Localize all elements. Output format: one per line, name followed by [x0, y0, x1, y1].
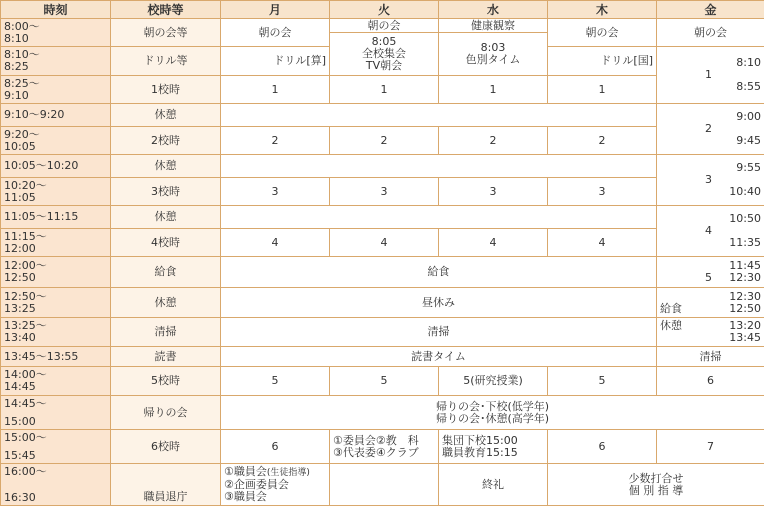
- wed-cell: 集団下校15:00 職員教育15:15: [439, 430, 548, 464]
- fri-cell: 11:45 5 12:30: [657, 257, 764, 288]
- thu-cell: 6: [548, 430, 657, 464]
- header-row: [1, 1, 764, 19]
- time-cell: 11:05～11:15: [1, 206, 111, 229]
- header-category: 校時等: [111, 1, 221, 19]
- wed-cell: 1: [439, 76, 548, 104]
- time-cell: 8:00～ 8:10: [1, 19, 111, 47]
- homeroom-cell: 帰りの会･下校(低学年) 帰りの会･休憩(高学年): [221, 396, 764, 430]
- mon-cell: 1: [221, 76, 330, 104]
- cleaning-cell: 清掃: [221, 318, 657, 347]
- tue-cell: [330, 464, 439, 506]
- table-row: [1, 229, 764, 257]
- category-cell: ドリル等: [111, 47, 221, 76]
- thu-cell: 5: [548, 367, 657, 396]
- table-row: [1, 127, 764, 155]
- category-cell: 職員退庁: [111, 464, 221, 506]
- category-cell: 帰りの会: [111, 396, 221, 430]
- thu-cell: 1: [548, 76, 657, 104]
- header-tue: 火: [330, 1, 439, 19]
- wed-cell: 5(研究授業): [439, 367, 548, 396]
- break-cell: [221, 155, 657, 178]
- time-cell: 13:25～ 13:40: [1, 318, 111, 347]
- mon-cell: 3: [221, 178, 330, 206]
- break-cell: [221, 206, 657, 229]
- time-cell: 13:45～13:55: [1, 347, 111, 367]
- tue-cell: 朝の会: [330, 19, 439, 33]
- fri-cell: 12:30 給食 12:50: [657, 288, 764, 318]
- time-cell: 10:05～10:20: [1, 155, 111, 178]
- thu-cell: 朝の会: [548, 19, 657, 47]
- header-thu: 木: [548, 1, 657, 19]
- table-row: [1, 257, 764, 288]
- time-cell: 16:00～ 16:30: [1, 464, 111, 506]
- category-cell: 休憩: [111, 206, 221, 229]
- time-cell: 9:10～9:20: [1, 104, 111, 127]
- tue-cell: 4: [330, 229, 439, 257]
- table-row: [1, 396, 764, 430]
- table-row: [1, 206, 764, 229]
- table-row: [1, 76, 764, 104]
- category-cell: 6校時: [111, 430, 221, 464]
- category-cell: 給食: [111, 257, 221, 288]
- mon-cell: 5: [221, 367, 330, 396]
- wed-cell: 8:03 色別タイム: [439, 33, 548, 76]
- time-cell: 11:15～ 12:00: [1, 229, 111, 257]
- category-cell: 休憩: [111, 155, 221, 178]
- tue-cell: ①委員会②教 科 ③代表委④クラブ: [330, 430, 439, 464]
- table-row: [1, 104, 764, 127]
- category-cell: 4校時: [111, 229, 221, 257]
- lunch-break-cell: 昼休み: [221, 288, 657, 318]
- table-row: [1, 347, 764, 367]
- table-row: [1, 430, 764, 464]
- mon-cell: 朝の会: [221, 19, 330, 47]
- fri-cell: 休憩 13:20 13:45: [657, 318, 764, 347]
- time-cell: 10:20～ 11:05: [1, 178, 111, 206]
- mon-cell: 2: [221, 127, 330, 155]
- mon-cell: ドリル[算]: [221, 47, 330, 76]
- fri-cell: 7: [657, 430, 764, 464]
- category-cell: 1校時: [111, 76, 221, 104]
- time-cell: 12:50～ 13:25: [1, 288, 111, 318]
- header-time: 時刻: [1, 1, 111, 19]
- time-cell: 12:00～ 12:50: [1, 257, 111, 288]
- wed-cell: 2: [439, 127, 548, 155]
- header-mon: 月: [221, 1, 330, 19]
- wed-cell: 終礼: [439, 464, 548, 506]
- thu-fri-cell: 少数打合せ 個 別 指 導: [548, 464, 764, 506]
- mon-cell: ①職員会(生徒指導) ②企画委員会 ③職員会: [221, 464, 330, 506]
- time-cell: 14:00～ 14:45: [1, 367, 111, 396]
- mon-cell: 4: [221, 229, 330, 257]
- thu-cell: 3: [548, 178, 657, 206]
- time-cell: 15:00～ 15:45: [1, 430, 111, 464]
- mon-cell: 6: [221, 430, 330, 464]
- fri-cell: 10:50 4 11:35: [657, 206, 764, 257]
- wed-cell: 3: [439, 178, 548, 206]
- table-row: [1, 288, 764, 318]
- table-row: [1, 318, 764, 347]
- header-fri: 金: [657, 1, 764, 19]
- fri-cell: 9:00 2 9:45: [657, 104, 764, 155]
- wed-cell: 健康観察: [439, 19, 548, 33]
- reading-cell: 読書タイム: [221, 347, 657, 367]
- table-row: [1, 464, 764, 506]
- fri-cell: 6: [657, 367, 764, 396]
- category-cell: 2校時: [111, 127, 221, 155]
- table-row: [1, 19, 764, 33]
- fri-cell: 8:10 1 8:55: [657, 47, 764, 104]
- category-cell: 読書: [111, 347, 221, 367]
- tue-cell: 3: [330, 178, 439, 206]
- time-cell: 8:25～ 9:10: [1, 76, 111, 104]
- category-cell: 休憩: [111, 288, 221, 318]
- lunch-cell: 給食: [221, 257, 657, 288]
- wed-cell: 4: [439, 229, 548, 257]
- category-cell: 清掃: [111, 318, 221, 347]
- break-cell: [221, 104, 657, 127]
- table-row: [1, 155, 764, 178]
- tue-cell: 8:05 全校集会 TV朝会: [330, 33, 439, 76]
- table-row: [1, 367, 764, 396]
- tue-cell: 2: [330, 127, 439, 155]
- category-cell: 朝の会等: [111, 19, 221, 47]
- time-cell: 8:10～ 8:25: [1, 47, 111, 76]
- category-cell: 休憩: [111, 104, 221, 127]
- thu-cell: 2: [548, 127, 657, 155]
- time-cell: 9:20～ 10:05: [1, 127, 111, 155]
- fri-cell: 清掃: [657, 347, 764, 367]
- tue-cell: 1: [330, 76, 439, 104]
- table-row: [1, 178, 764, 206]
- thu-cell: 4: [548, 229, 657, 257]
- fri-cell: 朝の会: [657, 19, 764, 47]
- thu-cell: ドリル[国]: [548, 47, 657, 76]
- tue-cell: 5: [330, 367, 439, 396]
- header-wed: 水: [439, 1, 548, 19]
- category-cell: 5校時: [111, 367, 221, 396]
- time-cell: 14:45～ 15:00: [1, 396, 111, 430]
- fri-cell: 9:55 3 10:40: [657, 155, 764, 206]
- category-cell: 3校時: [111, 178, 221, 206]
